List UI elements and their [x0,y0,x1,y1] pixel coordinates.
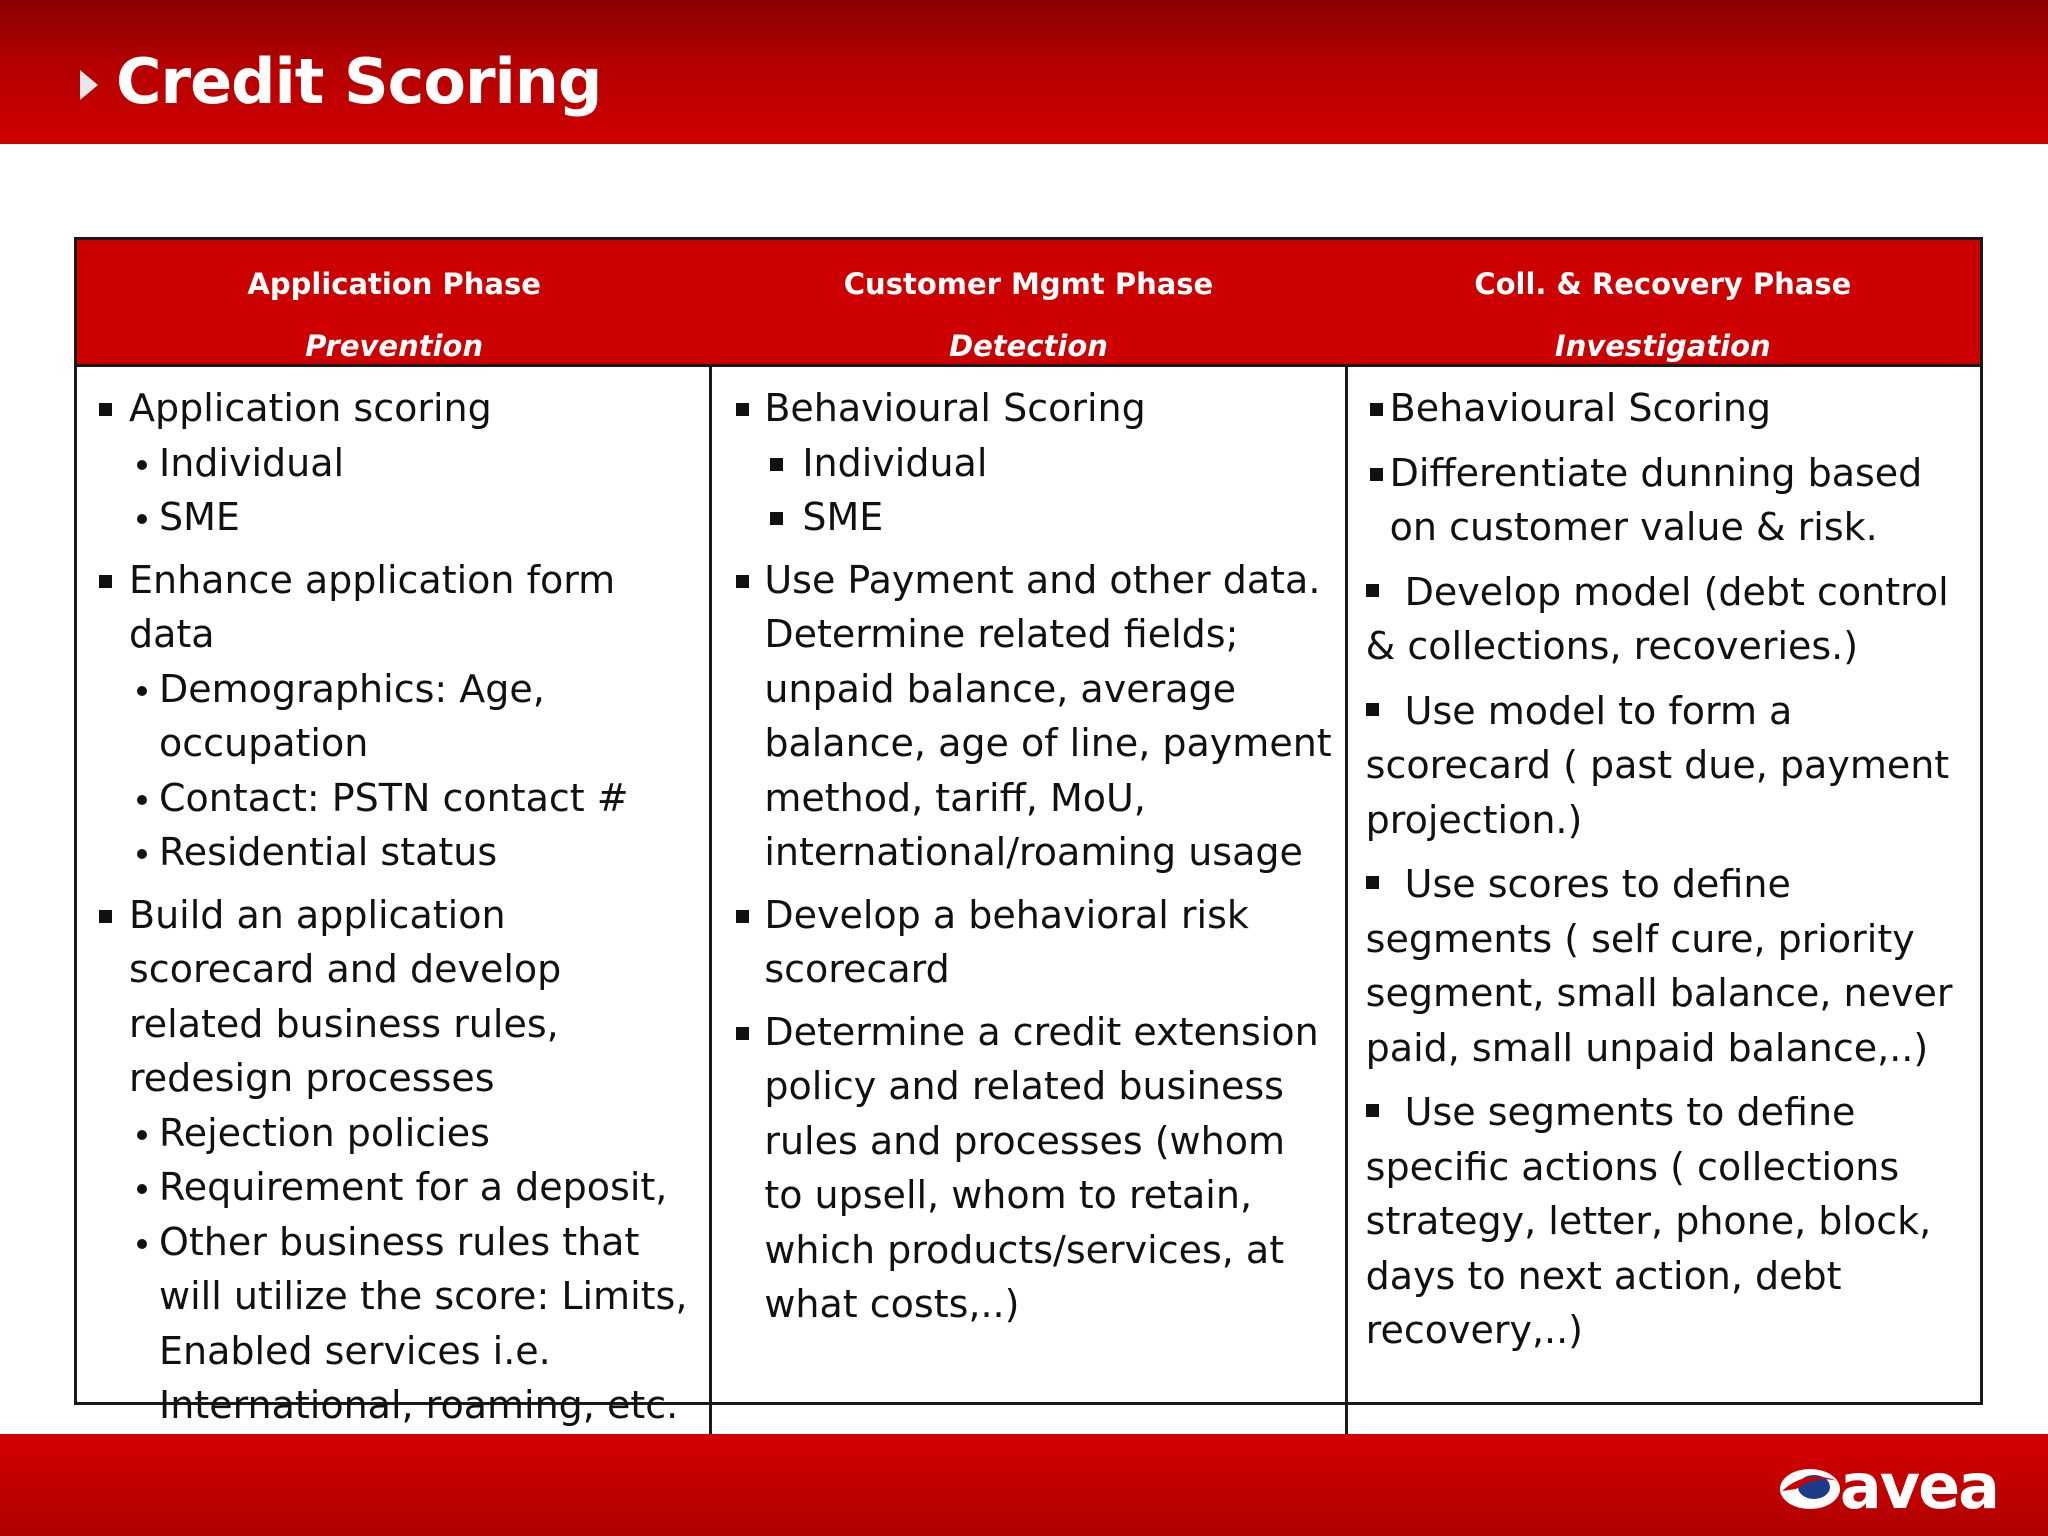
sub-list-item: Other business rules that will utilize the score: Limits, Enabled services i.e. International, roaming, etc. [95,1215,699,1433]
list-item [1366,857,1970,1075]
list-item [1366,565,1970,674]
sub-list-item: SME [730,490,1334,545]
table-body-row [77,367,1980,1441]
list-item [1366,684,1970,848]
avea-swirl-icon [1776,1459,1846,1515]
list-item [730,381,1334,545]
list-item-text: Use segments to define specific actions ( collections strategy, letter, phone, block, days to next action, debt recovery,..) [1365,1090,1932,1352]
list-item: Use Payment and other data. Determine related fields; unpaid balance, average balance, age of line, payment method, tariff, MoU, international/roaming usage [730,553,1334,880]
title-arrow-icon [80,70,98,100]
list-item-text: Build an application scorecard and develop related business rules, redesign processes [129,892,562,1100]
phase-title: Coll. & Recovery Phase [1474,267,1852,301]
list-item [1366,1085,1970,1358]
page-title: Credit Scoring [116,45,602,118]
phase-title: Customer Mgmt Phase [843,267,1214,301]
bullet-list [730,381,1334,1332]
square-bullet-icon [1366,703,1379,716]
list-item-text: Use scores to define segments ( self cure, priority segment, small balance, never paid, small unpaid balance,..) [1365,862,1953,1070]
phase-subtitle: Prevention [305,329,484,363]
sub-list-item: Individual [730,436,1334,491]
sub-list-item: SME [95,490,699,545]
header-band [0,0,2048,144]
list-item-text: Application scoring [129,386,492,430]
phase-subtitle: Detection [949,329,1108,363]
logo-text: avea [1839,1450,1998,1523]
header-cell-customer-mgmt [711,240,1345,364]
sub-list-item: Demographics: Age, occupation [95,662,699,771]
column-application [77,367,709,1441]
list-item [95,888,699,1433]
header-cell-collection-recovery [1346,240,1980,364]
column-collection-recovery [1345,367,1980,1441]
sub-list-item: Rejection policies [95,1106,699,1161]
sub-list-item: Individual [95,436,699,491]
square-bullet-icon [1366,1104,1379,1117]
list-item [95,553,699,880]
sub-list-item: Contact: PSTN contact # [95,771,699,826]
table-header-row [77,240,1980,367]
bullet-list [1366,381,1970,1358]
phase-subtitle: Investigation [1554,329,1771,363]
list-item-text: Enhance application form data [129,557,616,656]
bullet-list [95,381,699,1433]
phase-table [74,237,1983,1427]
sub-list-item: Residential status [95,825,699,880]
avea-logo [1776,1452,1998,1522]
header-cell-application [77,240,711,364]
square-bullet-icon [1366,876,1379,889]
column-customer-mgmt [709,367,1344,1441]
list-item: Differentiate dunning based on customer value & risk. [1366,446,1970,555]
phase-title: Application Phase [247,267,541,301]
list-item: Develop a behavioral risk scorecard [730,888,1334,997]
list-item-text: Use model to form a scorecard ( past due, payment projection.) [1365,688,1950,842]
list-item: Determine a credit extension policy and related business rules and processes (whom to upsell, whom to retain, which products/services, at what costs,..) [730,1005,1334,1332]
square-bullet-icon [1366,584,1379,597]
list-item [95,381,699,545]
list-item-text: Behavioural Scoring [764,386,1146,430]
list-item: Behavioural Scoring [1366,381,1970,436]
sub-list-item: Requirement for a deposit, [95,1160,699,1215]
list-item-text: Develop model (debt control & collections, recoveries.) [1365,569,1949,668]
footer-band [0,1434,2048,1536]
